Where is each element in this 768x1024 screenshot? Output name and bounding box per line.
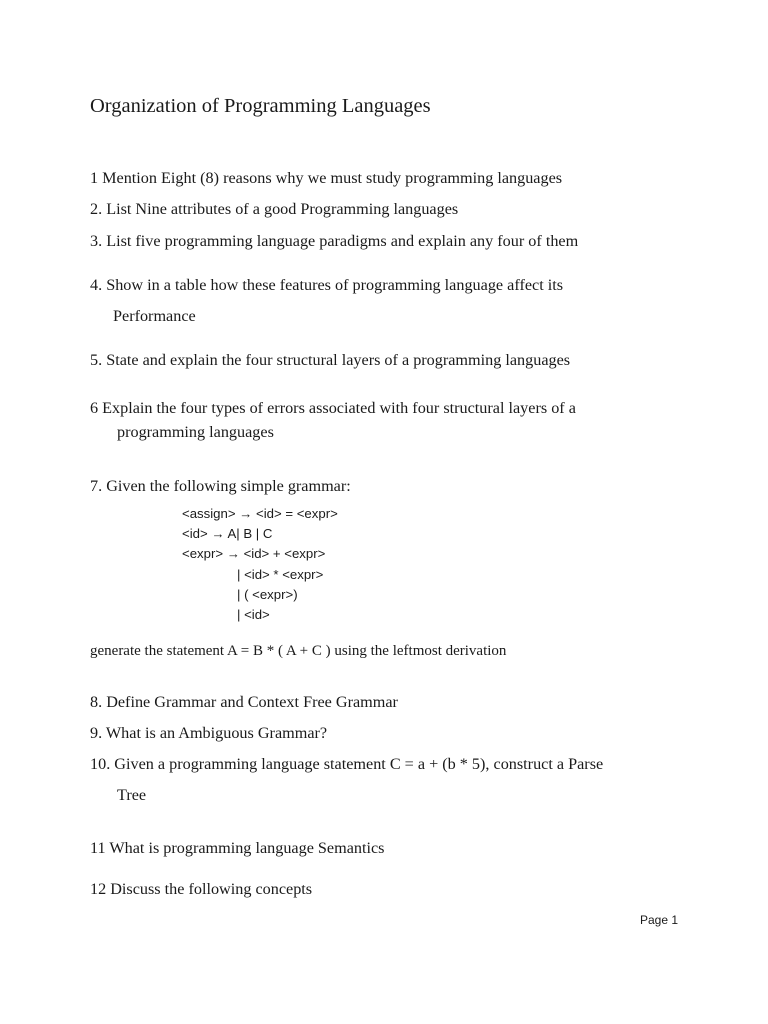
question-10-line2: Tree [117,786,147,804]
question-10-line1: 10. Given a programming language statement C = a + (b * 5), construct a Parse [90,755,604,773]
question-5: 5. State and explain the four structural layers of a programming languages [90,351,571,369]
question-11: 11 What is programming language Semantics [90,839,385,857]
question-4 [90,275,563,326]
question-10 [90,754,603,805]
grammar-line-expr: <expr> → <id> + <expr> [182,546,326,561]
grammar-line-alt-paren: | ( <expr>) [237,587,298,602]
page-title: Organization of Programming Languages [90,95,431,117]
question-8: 8. Define Grammar and Context Free Grammar [90,693,398,711]
grammar-line-id: <id> → A| B | C [182,526,273,541]
question-12: 12 Discuss the following concepts [90,880,313,898]
grammar-line-assign: <assign> → <id> = <expr> [182,506,338,521]
question-6-line2: programming languages [117,423,274,441]
question-1: 1 Mention Eight (8) reasons why we must study programming languages [90,169,563,187]
derivation-instruction: generate the statement A = B * ( A + C ) using the leftmost derivation [90,643,507,659]
grammar-line-alt-multiply: | <id> * <expr> [237,567,324,582]
question-9: 9. What is an Ambiguous Grammar? [90,724,328,742]
question-4-line2: Performance [113,307,196,325]
page-number: Page 1 [640,913,679,927]
grammar-line-alt-id: | <id> [237,607,270,622]
question-2: 2. List Nine attributes of a good Programming languages [90,200,459,218]
question-3: 3. List five programming language paradigms and explain any four of them [90,232,579,250]
question-6 [90,398,576,442]
question-4-line1: 4. Show in a table how these features of programming language affect its [90,276,564,294]
question-7: 7. Given the following simple grammar: [90,477,351,495]
question-6-line1: 6 Explain the four types of errors associated with four structural layers of a [90,399,576,417]
